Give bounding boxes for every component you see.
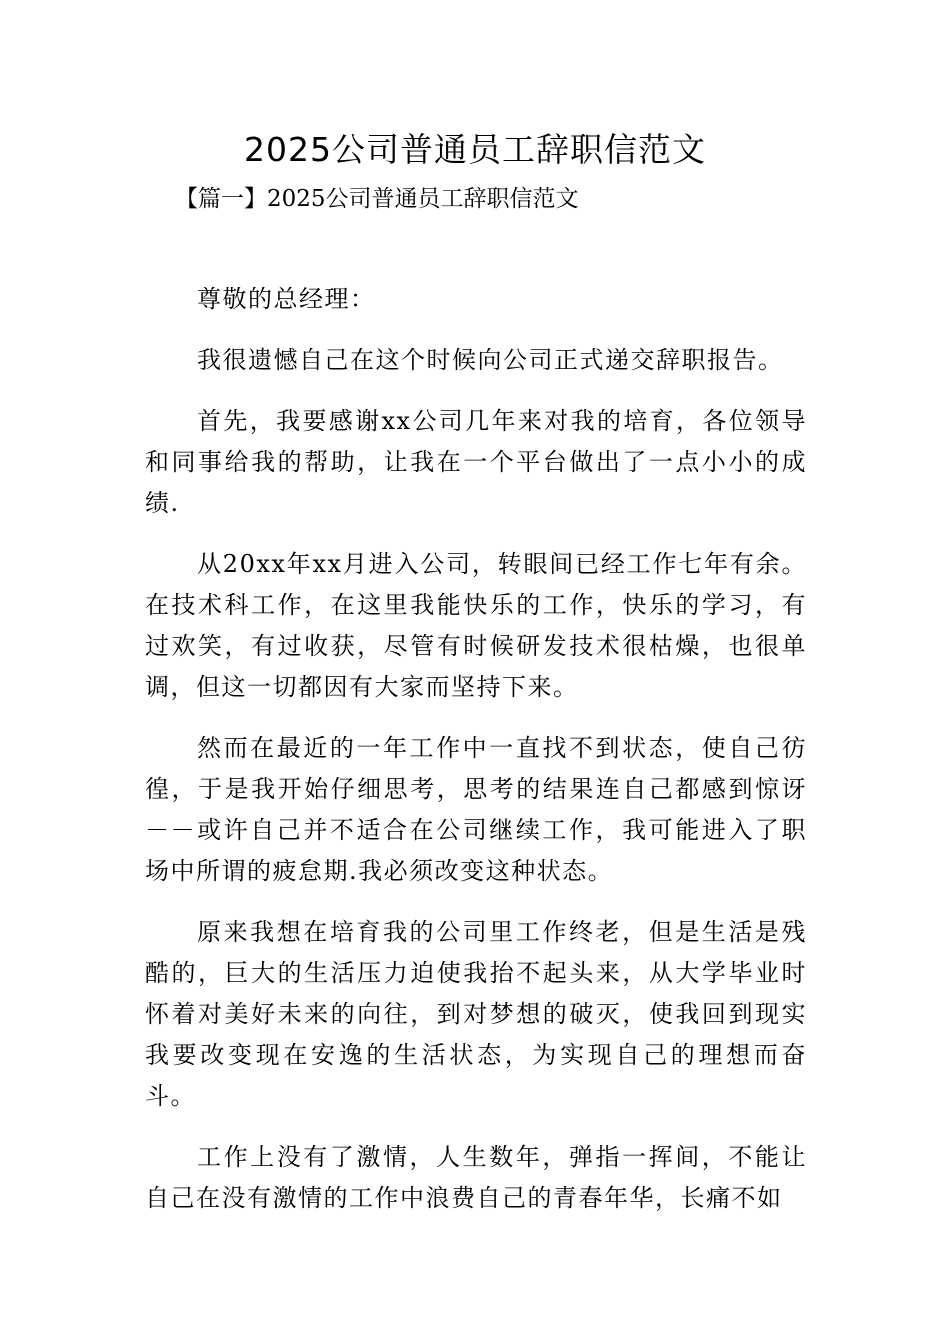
document-body — [145, 279, 807, 1239]
body-paragraph: 工作上没有了激情，人生数年，弹指一挥间，不能让自己在没有激情的工作中浪费自己的青春年华，长痛不如 — [145, 1143, 807, 1212]
body-paragraph: 我很遗憾自己在这个时候向公司正式递交辞职报告。 — [197, 346, 784, 374]
document-title: 2025公司普通员工辞职信范文 — [244, 130, 706, 169]
body-paragraph: 原来我想在培育我的公司里工作终老，但是生活是残酷的，巨大的生活压力迫使我抬不起头来，从大学毕业时怀着对美好未来的向往，到对梦想的破灭，使我回到现实我要改变现在安逸的生活状态，为实现自己的理想而奋斗。 — [145, 918, 807, 1110]
body-paragraph: 首先，我要感谢xx公司几年来对我的培育，各位领导和同事给我的帮助，让我在一个平台做出了一点小小的成绩. — [145, 407, 807, 517]
body-paragraph: 从20xx年xx月进入公司，转眼间已经工作七年有余。在技术科工作，在这里我能快乐的工作，快乐的学习，有过欢笑，有过收获，尽管有时候研发技术很枯燥，也很单调，但这一切都因有大家而坚持下来。 — [145, 550, 807, 701]
body-paragraph: 然而在最近的一年工作中一直找不到状态，使自己彷徨，于是我开始仔细思考，思考的结果连自己都感到惊讶－－或许自己并不适合在公司继续工作，我可能进入了职场中所谓的疲怠期.我必须改变这种状态。 — [145, 734, 807, 885]
salutation: 尊敬的总经理： — [197, 285, 376, 313]
document-subtitle: 【篇一】2025公司普通员工辞职信范文 — [175, 186, 579, 212]
